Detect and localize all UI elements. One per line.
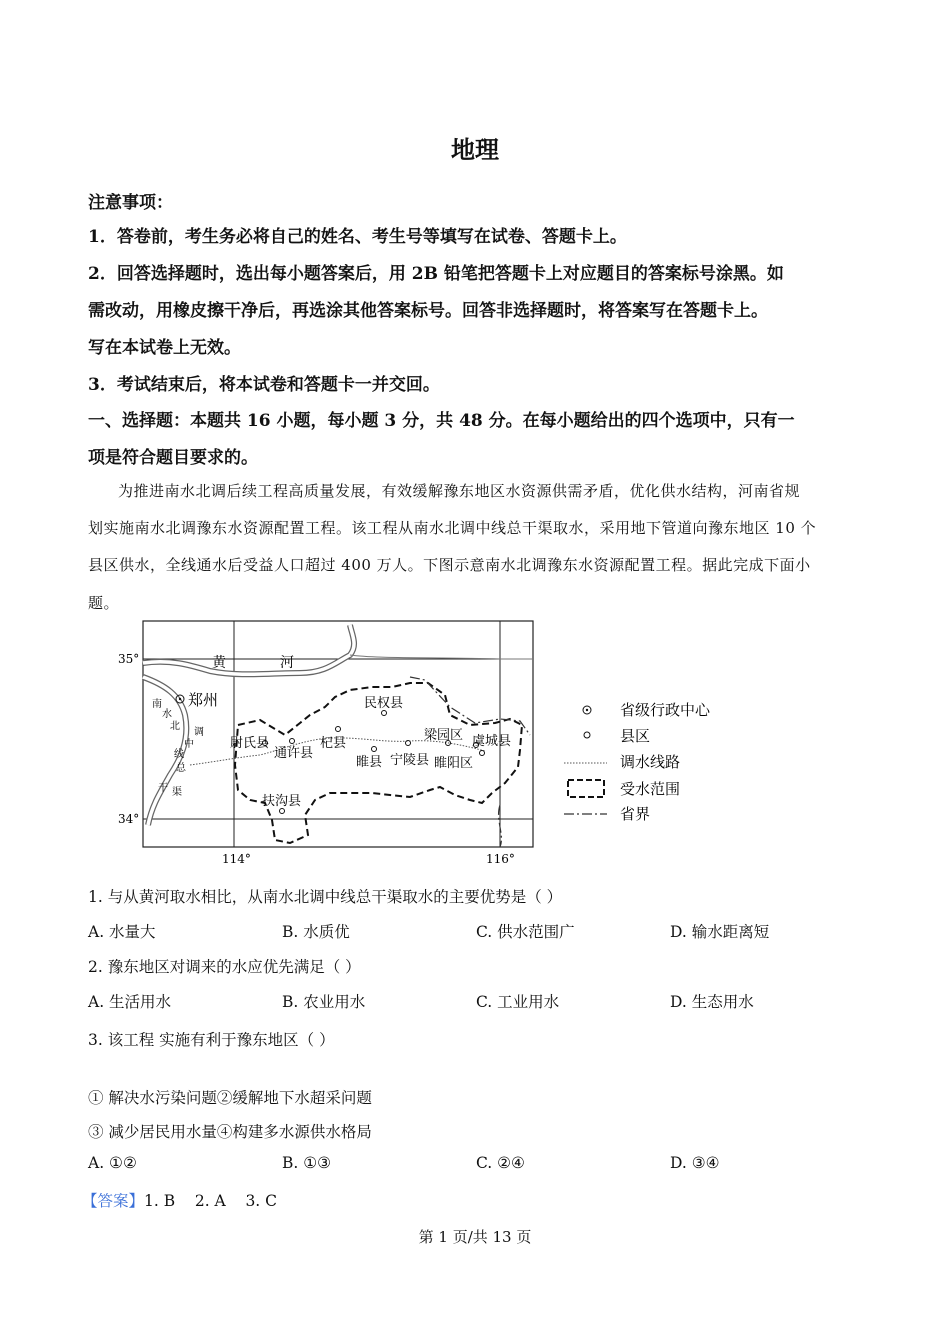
legend-border: 省界	[620, 805, 651, 823]
question-1-option-d: D. 输水距离短	[670, 923, 770, 941]
section-heading-cont: 项是符合题目要求的。	[88, 448, 258, 468]
question-3-option-c: C. ②④	[476, 1154, 525, 1172]
county-symbol-qixian	[336, 727, 341, 732]
question-3-statement-2: ③ 减少居民用水量④构建多水源供水格局	[88, 1123, 372, 1141]
page-footer: 第 1 页/共 13 页	[418, 1228, 532, 1246]
county-symbol-suixian	[372, 747, 377, 752]
notice-item-2: 2．回答选择题时，选出每小题答案后，用 2B 铅笔把答题卡上对应题目的答案标号涂黑。如	[88, 264, 784, 284]
county-suixian: 睢县	[356, 755, 383, 770]
legend-area: 受水范围	[620, 780, 681, 798]
legend-county-icon	[584, 732, 590, 738]
answer-line	[82, 1189, 277, 1211]
legend-county: 县区	[620, 727, 651, 745]
notice-item-2-end: 写在本试卷上无效。	[88, 338, 241, 358]
county-fugou: 扶沟县	[262, 794, 302, 809]
notice-heading: 注意事项：	[88, 193, 173, 213]
lat-label-35: 35°	[118, 652, 140, 666]
canal-char-1: 南	[152, 699, 162, 710]
yellow-river-east	[350, 655, 533, 659]
question-3-option-b: B. ①③	[282, 1154, 332, 1172]
county-symbol-minquan	[382, 711, 387, 716]
question-1-option-b: B. 水质优	[282, 923, 350, 941]
county-weishi: 尉氏县	[230, 736, 270, 751]
county-tongxu: 通许县	[274, 746, 314, 761]
passage-line-4: 题。	[88, 594, 120, 612]
notice-item-3: 3．考试结束后，将本试卷和答题卡一并交回。	[88, 375, 440, 395]
notice-item-2-cont: 需改动，用橡皮擦干净后，再选涂其他答案标号。回答非选择题时，将答案写在答题卡上。	[88, 301, 768, 321]
question-1-stem: 1. 与从黄河取水相比，从南水北调中线总干渠取水的主要优势是（ ）	[88, 888, 563, 906]
canal-char-2: 水	[162, 709, 172, 720]
county-suiyang: 睢阳区	[434, 756, 474, 771]
answer-label: 【答案】	[82, 1192, 145, 1210]
county-symbol-ningling	[406, 741, 411, 746]
lat-label-34: 34°	[118, 812, 140, 826]
passage-line-3: 县区供水，全线通水后受益人口超过 400 万人。下图示意南水北调豫东水资源配置工程。据此完成下面小	[88, 556, 811, 574]
question-2-option-a: A. 生活用水	[88, 993, 172, 1011]
canal-char-5: 中	[184, 739, 194, 750]
county-yucheng: 虞城县	[472, 734, 512, 749]
lon-label-116: 116°	[486, 852, 515, 866]
question-2-stem: 2. 豫东地区对调来的水应优先满足（ ）	[88, 958, 361, 976]
legend-route: 调水线路	[620, 753, 681, 771]
question-3-stem: 3. 该工程 实施有利于豫东地区（ ）	[88, 1031, 335, 1049]
river-char-1: 黄	[212, 655, 226, 671]
legend-capital: 省级行政中心	[620, 701, 711, 719]
canal-char-6: 线	[174, 749, 184, 760]
project-map	[110, 615, 730, 870]
river-char-2: 河	[280, 655, 294, 671]
question-2-option-d: D. 生态用水	[670, 993, 754, 1011]
county-ningling: 宁陵县	[390, 753, 430, 768]
question-2-option-b: B. 农业用水	[282, 993, 366, 1011]
page-title: 地理	[451, 135, 499, 164]
canal-char-8: 干	[158, 783, 168, 794]
canal-char-9: 渠	[172, 787, 182, 798]
county-symbol-fugou	[280, 809, 285, 814]
capital-zhengzhou: 郑州	[188, 691, 219, 709]
question-3-option-d: D. ③④	[670, 1154, 720, 1172]
notice-item-1: 1．答卷前，考生务必将自己的姓名、考生号等填写在试卷、答题卡上。	[88, 227, 627, 247]
lon-label-114: 114°	[222, 852, 251, 866]
passage-line-1: 为推进南水北调后续工程高质量发展，有效缓解豫东地区水资源供需矛盾，优化供水结构，河南省规	[118, 482, 801, 500]
question-1-option-a: A. 水量大	[88, 923, 156, 941]
canal-char-7: 总	[176, 763, 186, 774]
county-symbol-suiyang	[480, 751, 485, 756]
legend-capital-dot	[586, 709, 588, 711]
county-liangyuan: 梁园区	[424, 728, 464, 743]
province-border	[410, 677, 530, 735]
legend-area-icon	[568, 780, 604, 797]
question-3-statement-1: ① 解决水污染问题②缓解地下水超采问题	[88, 1089, 372, 1107]
question-2-option-c: C. 工业用水	[476, 993, 560, 1011]
yellow-river	[143, 625, 354, 674]
zhengzhou-dot	[179, 698, 181, 700]
section-heading: 一、选择题：本题共 16 小题，每小题 3 分，共 48 分。在每小题给出的四个选项中，只有一	[88, 411, 795, 431]
answer-text: 1. B 2. A 3. C	[144, 1192, 278, 1210]
county-qixian: 杞县	[320, 736, 347, 751]
question-3-option-a: A. ①②	[88, 1154, 137, 1172]
county-symbol-tongxu	[290, 739, 295, 744]
canal-char-4: 调	[194, 727, 204, 738]
canal-char-3: 北	[170, 721, 180, 732]
county-minquan: 民权县	[364, 696, 404, 711]
passage-line-2: 划实施南水北调豫东水资源配置工程。该工程从南水北调中线总干渠取水，采用地下管道向豫东地区 10 个	[88, 519, 817, 537]
question-1-option-c: C. 供水范围广	[476, 923, 575, 941]
